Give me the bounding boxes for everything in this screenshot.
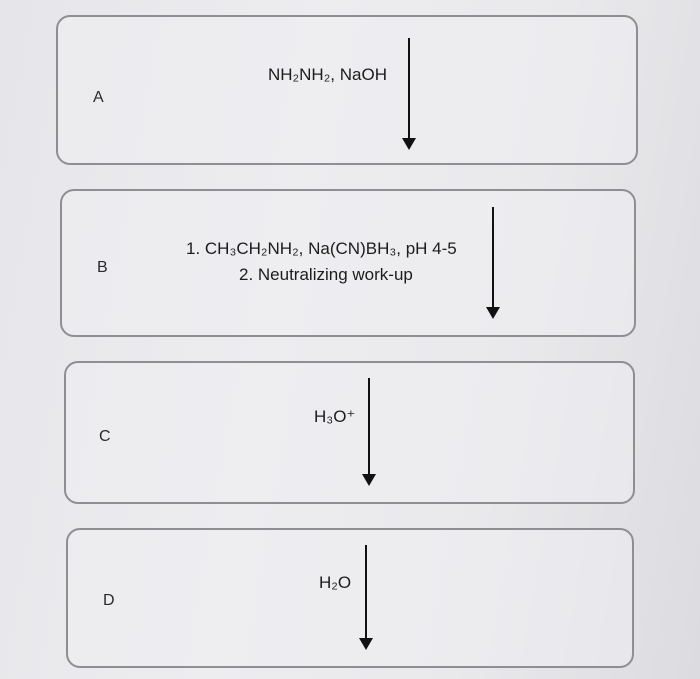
option-card-c[interactable] [64,361,635,504]
reaction-arrow-a [402,38,416,150]
option-card-d[interactable] [66,528,634,668]
option-a-reagents [268,62,387,88]
reaction-arrow-c [362,378,376,486]
option-c-reagents [314,404,355,430]
option-b-reagents [186,236,457,288]
reagent-line: NH₂NH₂, NaOH [268,65,387,84]
reagent-line: 2. Neutralizing work-up [239,265,413,284]
option-d-reagents [319,570,351,596]
reagent-line: H₂O [319,573,352,592]
reaction-arrow-b [486,207,500,319]
option-card-a[interactable] [56,15,638,165]
option-letter-a: A [93,89,104,106]
option-letter-c: C [99,428,111,445]
option-letter-b: B [97,259,108,276]
option-letter-d: D [103,592,115,609]
reaction-arrow-d [359,545,373,650]
reagent-line: 1. CH₃CH₂NH₂, Na(CN)BH₃, pH 4-5 [186,239,457,258]
reagent-line: H₃O⁺ [314,407,356,426]
